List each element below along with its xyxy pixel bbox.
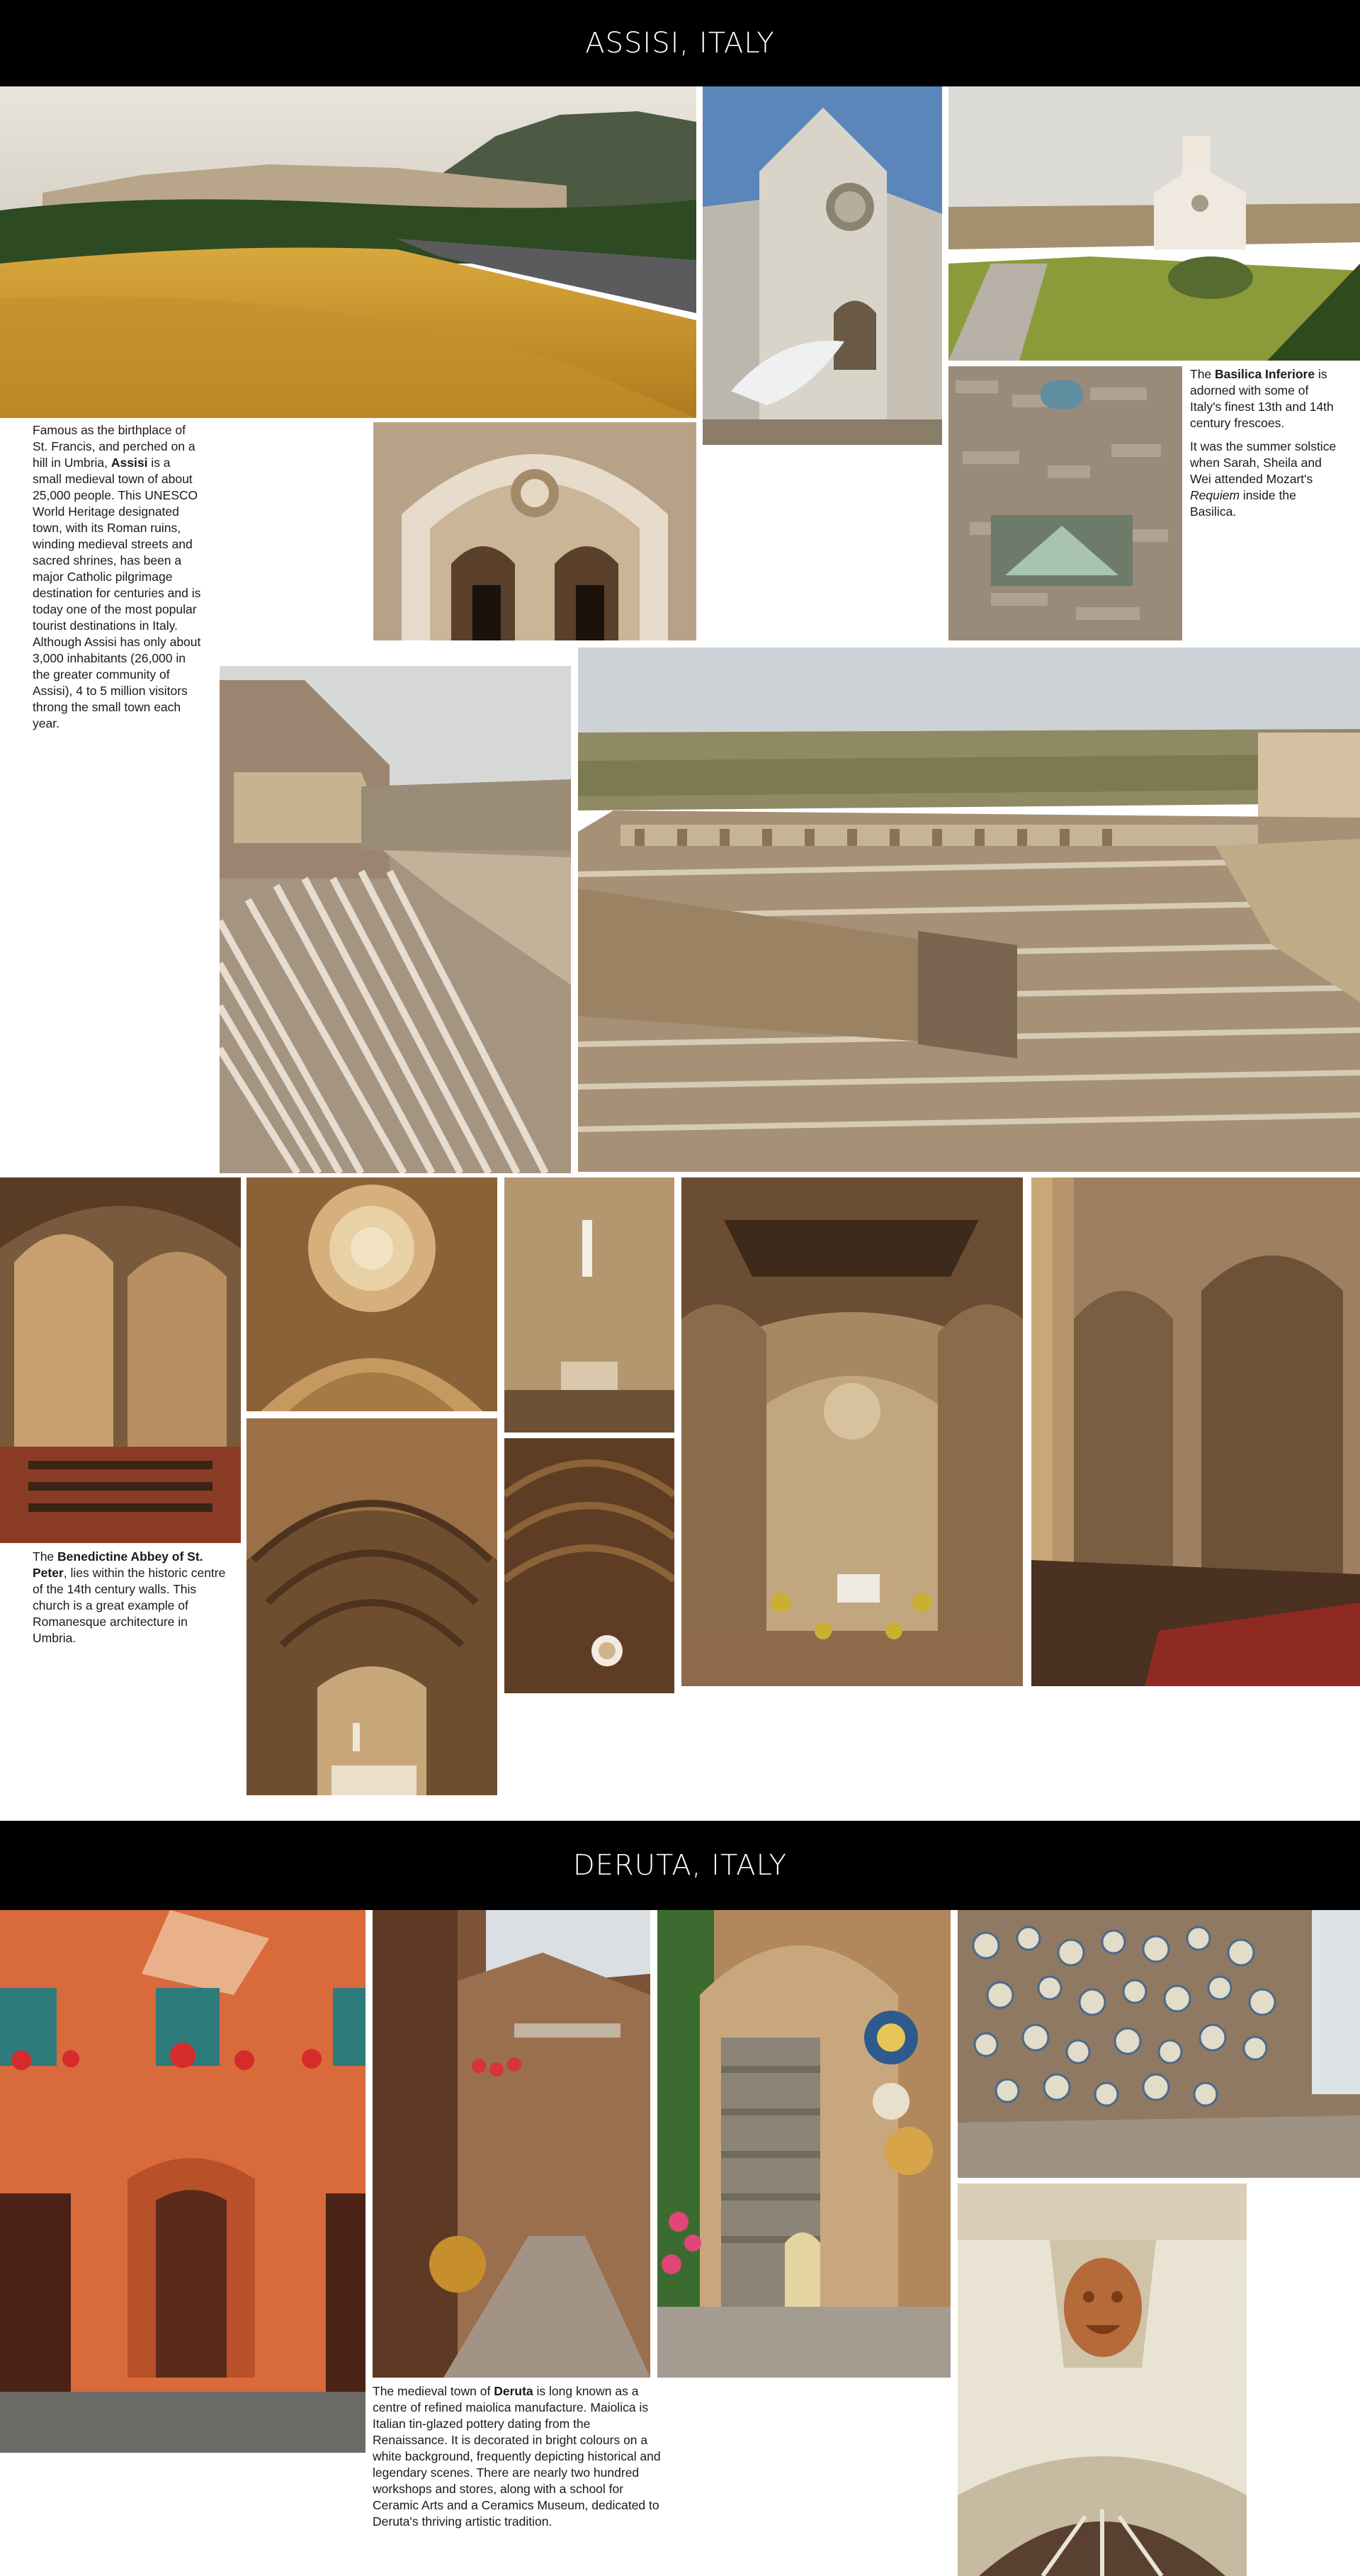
photo-carved-mask	[958, 2184, 1247, 2576]
caption-deruta-pre: The medieval town of	[373, 2384, 494, 2398]
photo-basilica-lawn	[948, 86, 1360, 361]
deruta-header-band	[0, 1821, 1360, 1910]
caption-assisi-intro-pre: Famous as the birthplace of St. Francis, and perched on a hill in Umbria,	[33, 423, 196, 470]
photo-abbey-aisle-right	[1031, 1177, 1360, 1686]
photo-barrel-vault	[246, 1418, 497, 1795]
photo-piazza-arcades	[578, 648, 1360, 1172]
caption-deruta	[373, 2383, 663, 2530]
caption-basilica-p2-post: inside the Basilica.	[1190, 488, 1296, 519]
caption-deruta-post: is long known as a centre of refined maiolica manufacture. Maiolica is Italian tin-glazed pottery dating from the Renaissance. It is decorated in bright colours on a white background, frequently depicting historical and legendary scenes. There are nearly two hundred workshops and stores, along with a school for Ceramic Arts and a Ceramics Museum, dedicated to Deruta's thriving artistic tradition.	[373, 2384, 661, 2529]
caption-abbey	[33, 1549, 231, 1646]
photo-abbey-nave-center	[681, 1177, 1023, 1686]
photo-ceramics-staircase	[657, 1910, 951, 2378]
photo-narrow-alley	[373, 1910, 650, 2378]
deruta-section-title: DERUTA, ITALY	[572, 1849, 788, 1882]
caption-basilica-post: is adorned with some of Italy's finest 13th and 14th century frescoes.	[1190, 367, 1334, 430]
photo-sundial-wall	[948, 366, 1182, 640]
caption-basilica-p2-pre: It was the summer solstice when Sarah, Sheila and Wei attended Mozart's	[1190, 439, 1337, 486]
photo-dome-ceiling	[246, 1177, 497, 1411]
caption-basilica-bold: Basilica Inferiore	[1215, 367, 1315, 381]
caption-assisi-intro	[33, 422, 201, 732]
caption-basilica	[1190, 366, 1339, 527]
assisi-header-band	[0, 0, 1360, 86]
caption-assisi-intro-post: is a small medieval town of about 25,000 people. This UNESCO World Heritage designated town, with its Roman ruins, winding medieval streets and sacred shrines, has been a major Catholic pilgrimage destination for centuries and is today one of the most popular tourist destinations in Italy. Although Assisi has only about 3,000 inhabitants (26,000 in the greater community of Assisi), 4 to 5 million visitors throng the small town each year.	[33, 456, 201, 730]
photo-plate-wall	[958, 1910, 1360, 2178]
caption-basilica-p2	[1190, 439, 1339, 520]
caption-basilica-p2-italic: Requiem	[1190, 488, 1240, 502]
photo-vault-rose-window	[504, 1438, 674, 1693]
photo-gothic-portal	[373, 422, 696, 640]
photo-basilica-facade	[703, 86, 942, 445]
caption-deruta-bold: Deruta	[494, 2384, 533, 2398]
caption-abbey-bold: Benedictine Abbey of St. Peter	[33, 1549, 203, 1580]
caption-abbey-post: , lies within the historic centre of the 14th century walls. This church is a great example of Romanesque architecture in Umbria.	[33, 1566, 226, 1645]
caption-assisi-intro-bold: Assisi	[110, 456, 148, 470]
caption-basilica-p1	[1190, 366, 1339, 431]
photo-assisi-landscape	[0, 86, 696, 418]
photo-orange-facade	[0, 1910, 366, 2453]
assisi-section-title: ASSISI, ITALY	[585, 27, 775, 60]
photo-window-niche	[504, 1177, 674, 1433]
photo-abbey-nave-left	[0, 1177, 241, 1543]
photo-stairs-building	[220, 666, 571, 1173]
caption-abbey-pre: The	[33, 1549, 58, 1564]
caption-basilica-pre: The	[1190, 367, 1216, 381]
